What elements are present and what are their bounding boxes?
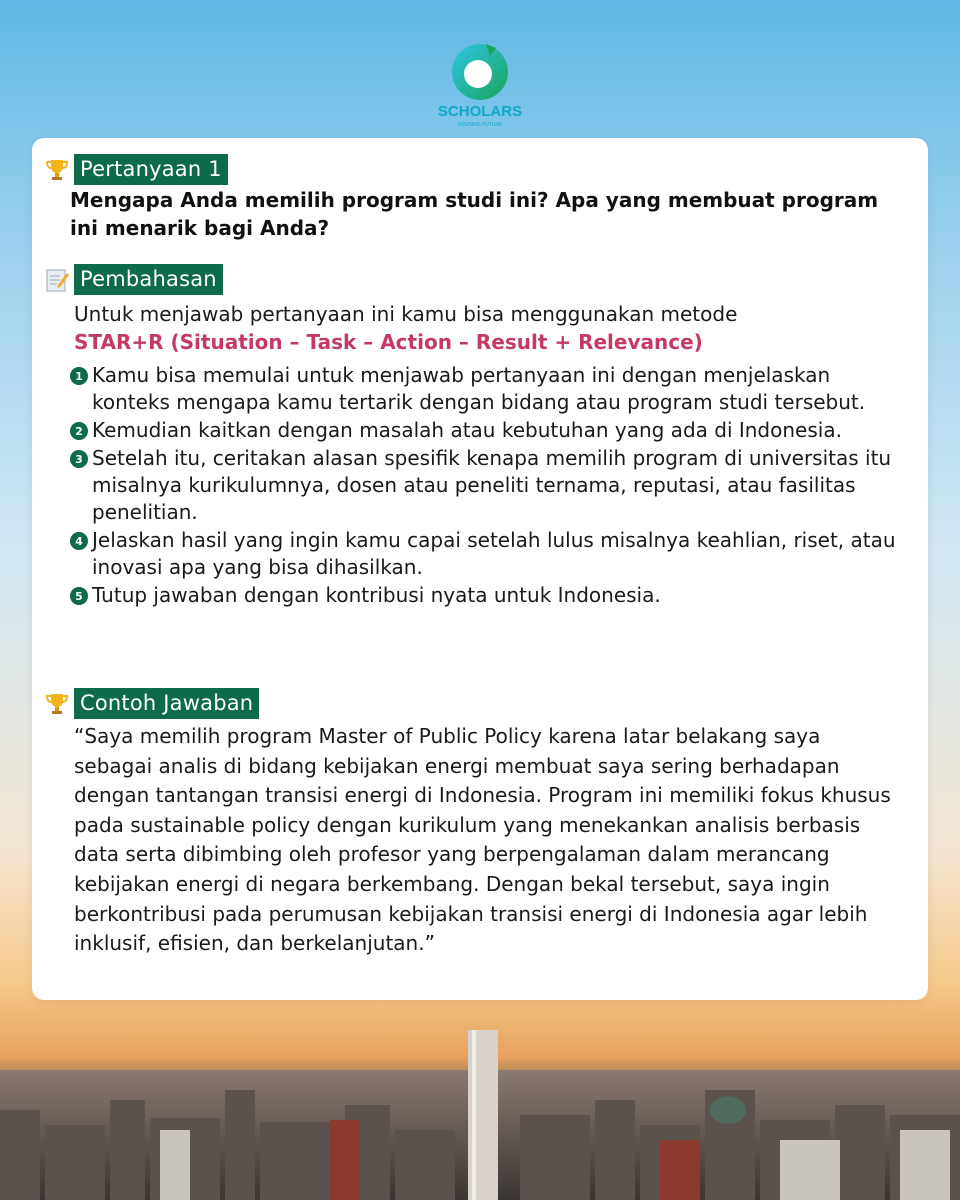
step-text: Kamu bisa memulai untuk menjawab pertanyaan ini dengan menjelaskan konteks mengapa kamu tertarik dengan bidang atau program studi tersebut. [92, 363, 866, 414]
list-item [70, 582, 910, 609]
list-item [70, 417, 910, 444]
step-number-badge: 1 [70, 367, 88, 385]
content-card [32, 138, 928, 1000]
question-header [44, 154, 228, 185]
steps-list [70, 362, 910, 610]
step-number-badge: 5 [70, 587, 88, 605]
answer-text: “Saya memilih program Master of Public Policy karena latar belakang saya sebagai analis di bidang kebijakan energi membuat saya sering berhadapan dengan tantangan transisi energi di Indonesia. Program ini memiliki fokus khusus pada sustainable policy dengan kurikulum yang menekankan analisis berbasis data serta dibimbing oleh profesor yang berpengalaman dalam merancang kebijakan energi di negara berkembang. Dengan bekal tersebut, saya ingin berkontribusi pada perumusan kebijakan transisi energi di Indonesia agar lebih inklusif, efisien, dan berkelanjutan.” [74, 724, 891, 956]
answer-label: Contoh Jawaban [74, 688, 259, 719]
list-item [70, 527, 910, 581]
method-highlight: STAR+R (Situation – Task – Action – Result + Relevance) [74, 330, 703, 354]
discussion-label: Pembahasan [74, 264, 223, 295]
discussion-header [44, 264, 223, 295]
trophy-icon [44, 691, 70, 717]
trophy-icon [44, 157, 70, 183]
step-text: Tutup jawaban dengan kontribusi nyata untuk Indonesia. [92, 583, 661, 607]
step-text: Setelah itu, ceritakan alasan spesifik kenapa memilih program di universitas itu misalnya kurikulumnya, dosen atau peneliti ternama, reputasi, atau fasilitas penelitian. [92, 446, 892, 524]
city-skyline-background [0, 1030, 960, 1200]
brand-name: SCHOLARS [437, 103, 523, 120]
question-text: Mengapa Anda memilih program studi ini? Apa yang membuat program ini menarik bagi Anda? [70, 188, 879, 240]
step-number-badge: 3 [70, 450, 88, 468]
memo-icon [44, 267, 70, 293]
step-number-badge: 2 [70, 422, 88, 440]
list-item [70, 445, 910, 526]
step-number-badge: 4 [70, 532, 88, 550]
step-text: Kemudian kaitkan dengan masalah atau kebutuhan yang ada di Indonesia. [92, 418, 842, 442]
list-item [70, 362, 910, 416]
question-label: Pertanyaan 1 [74, 154, 228, 185]
brand-tagline: OPENING FUTURE [457, 122, 503, 128]
intro-text: Untuk menjawab pertanyaan ini kamu bisa menggunakan metode [74, 302, 738, 326]
discussion-intro [74, 300, 914, 356]
scholars-logo [432, 38, 528, 130]
step-text: Jelaskan hasil yang ingin kamu capai setelah lulus misalnya keahlian, riset, atau inovasi apa yang bisa dihasilkan. [92, 528, 896, 579]
answer-header [44, 688, 259, 719]
